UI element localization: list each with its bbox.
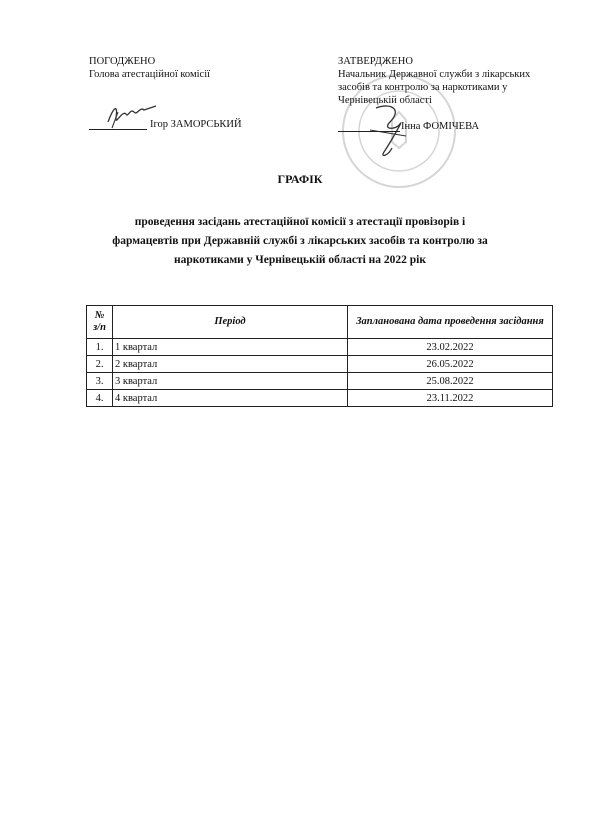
cell-period: 2 квартал — [113, 356, 348, 373]
document-title: ГРАФІК — [277, 172, 323, 186]
cell-period: 4 квартал — [113, 390, 348, 407]
table-row — [87, 373, 553, 390]
approval-left-position: Голова атестаційної комісії — [89, 69, 211, 80]
header-number — [87, 306, 113, 339]
schedule-table — [86, 305, 553, 407]
approval-left-block — [89, 55, 299, 81]
approval-right-status: ЗАТВЕРДЖЕНО — [338, 56, 413, 67]
left-signature-line — [89, 129, 147, 130]
cell-date: 23.11.2022 — [348, 390, 553, 407]
cell-number: 2. — [87, 356, 113, 373]
document-subtitle — [110, 213, 490, 270]
right-signatory-name: Інна ФОМІЧЕВА — [401, 121, 480, 132]
cell-date: 26.05.2022 — [348, 356, 553, 373]
approval-right-position-line3: Чернівецькій області — [338, 95, 432, 106]
cell-date: 25.08.2022 — [348, 373, 553, 390]
cell-date: 23.02.2022 — [348, 339, 553, 356]
right-signature-line — [338, 131, 400, 132]
table-header-row — [87, 306, 553, 339]
header-number-line2: з/п — [93, 322, 106, 333]
approval-left-status: ПОГОДЖЕНО — [89, 56, 156, 67]
subtitle-line3: наркотиками у Чернівецькій області на 2022 рік — [174, 254, 426, 266]
cell-number: 1. — [87, 339, 113, 356]
table-row — [87, 356, 553, 373]
table-row — [87, 390, 553, 407]
table-row — [87, 339, 553, 356]
approval-right-position-line2: засобів та контролю за наркотиками у — [338, 82, 508, 93]
subtitle-line1: проведення засідань атестаційної комісії з атестації провізорів і — [134, 216, 466, 228]
header-number-line1: № — [94, 310, 105, 321]
approval-right-position-line1: Начальник Державної служби з лікарських — [338, 69, 531, 80]
header-period: Період — [113, 306, 348, 339]
left-signatory-name: Ігор ЗАМОРСЬКИЙ — [150, 119, 242, 130]
cell-period: 3 квартал — [113, 373, 348, 390]
subtitle-line2: фармацевтів при Державній службі з лікарських засобів та контролю за — [112, 235, 488, 247]
header-date: Запланована дата проведення засідання — [348, 306, 553, 339]
cell-number: 4. — [87, 390, 113, 407]
cell-number: 3. — [87, 373, 113, 390]
cell-period: 1 квартал — [113, 339, 348, 356]
